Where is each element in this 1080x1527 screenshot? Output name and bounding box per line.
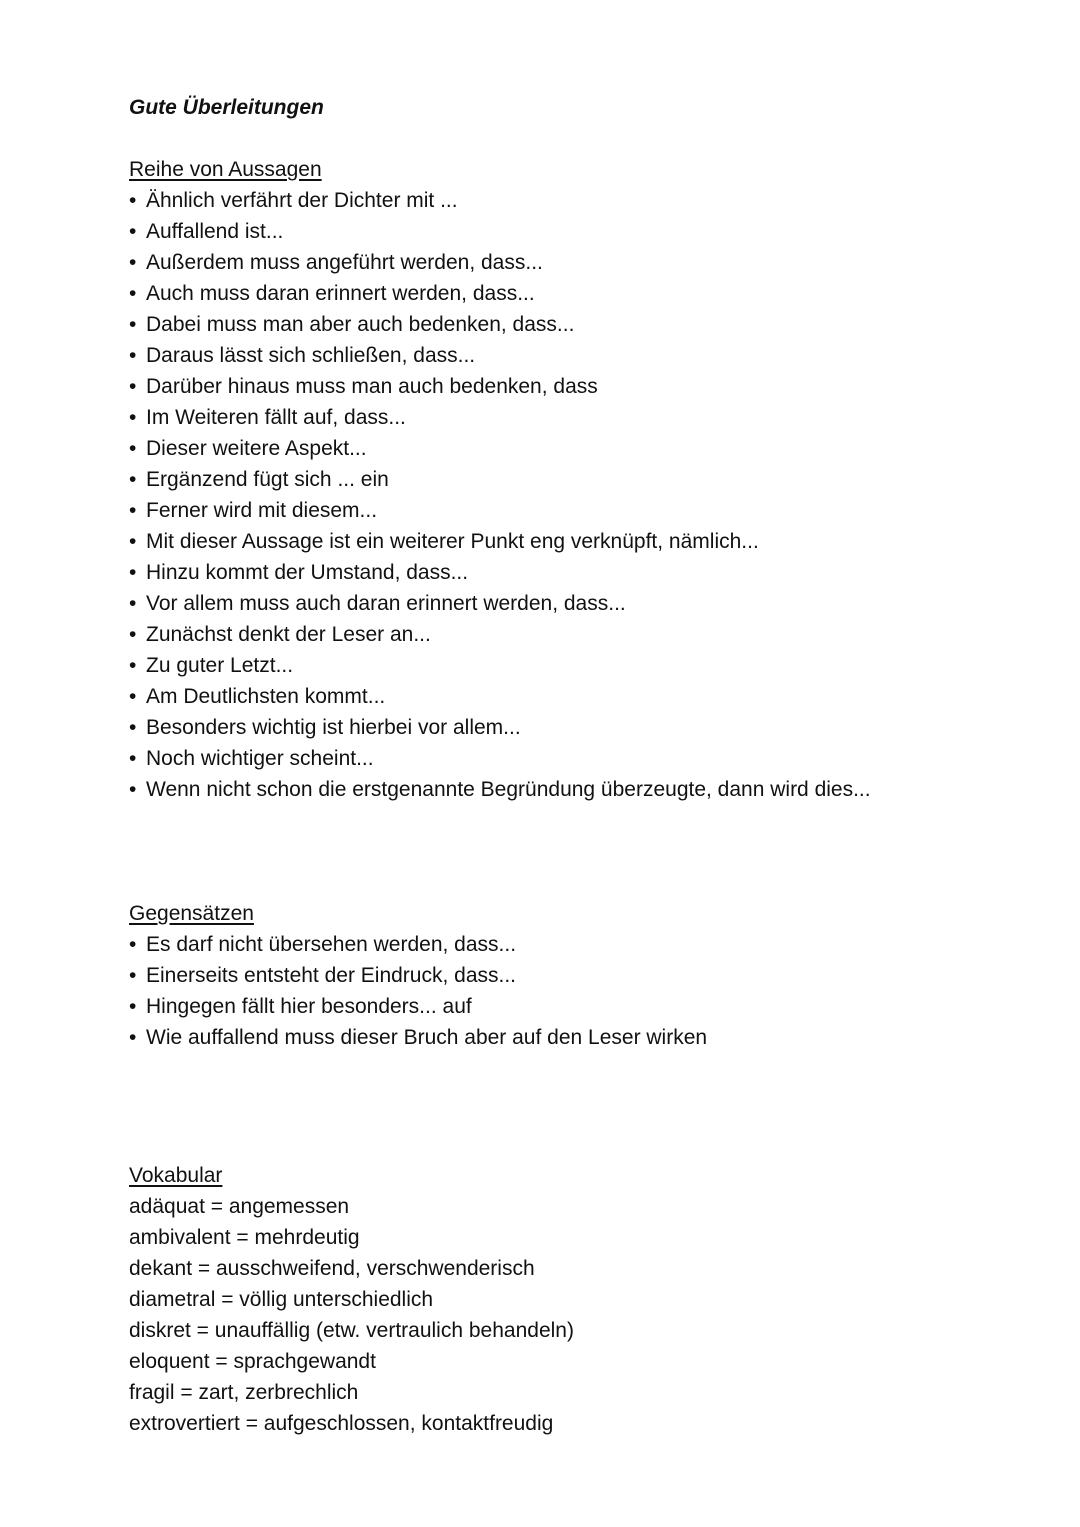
list-item bbox=[129, 309, 1029, 340]
bullet-icon: • bbox=[129, 933, 137, 956]
bullet-icon: • bbox=[129, 995, 137, 1018]
bullet-icon: • bbox=[129, 406, 137, 429]
bullet-icon: • bbox=[129, 437, 137, 460]
list-item bbox=[129, 495, 1029, 526]
bullet-icon: • bbox=[129, 375, 137, 398]
list-item-text: Darüber hinaus muss man auch bedenken, dass bbox=[146, 375, 598, 398]
bullet-icon: • bbox=[129, 189, 137, 212]
list-item-text: Einerseits entsteht der Eindruck, dass... bbox=[146, 964, 517, 987]
list-item bbox=[129, 247, 1029, 278]
list-item-text: Es darf nicht übersehen werden, dass... bbox=[146, 933, 517, 956]
bullet-icon: • bbox=[129, 282, 137, 305]
bullet-icon: • bbox=[129, 623, 137, 646]
vocab-entry: extrovertiert = aufgeschlossen, kontaktfreudig bbox=[129, 1412, 554, 1435]
bullet-icon: • bbox=[129, 313, 137, 336]
section-heading-reihe: Reihe von Aussagen bbox=[129, 158, 322, 181]
list-item-text: Ähnlich verfährt der Dichter mit ... bbox=[146, 189, 458, 212]
list-item bbox=[129, 588, 1029, 619]
list-item-text: Am Deutlichsten kommt... bbox=[146, 685, 386, 708]
list-item-text: Dabei muss man aber auch bedenken, dass... bbox=[146, 313, 575, 336]
vocab-entry: adäquat = angemessen bbox=[129, 1195, 350, 1218]
document-page bbox=[129, 92, 1029, 1439]
list-item-text: Noch wichtiger scheint... bbox=[146, 747, 374, 770]
spacer bbox=[129, 1053, 1029, 1160]
list-item-text: Auch muss daran erinnert werden, dass... bbox=[146, 282, 535, 305]
bullet-icon: • bbox=[129, 499, 137, 522]
list-item bbox=[129, 185, 1029, 216]
list-item bbox=[129, 774, 1029, 805]
section-heading-gegensaetze: Gegensätzen bbox=[129, 902, 254, 925]
vocab-entry: dekant = ausschweifend, verschwenderisch bbox=[129, 1257, 535, 1280]
list-item bbox=[129, 216, 1029, 247]
vocab-entry: eloquent = sprachgewandt bbox=[129, 1350, 376, 1373]
list-item bbox=[129, 278, 1029, 309]
list-item bbox=[129, 960, 1029, 991]
list-item bbox=[129, 712, 1029, 743]
bullet-icon: • bbox=[129, 716, 137, 739]
list-item bbox=[129, 1022, 1029, 1053]
bullet-icon: • bbox=[129, 530, 137, 553]
list-item-text: Daraus lässt sich schließen, dass... bbox=[146, 344, 476, 367]
list-item bbox=[129, 526, 1029, 557]
list-item-text: Ergänzend fügt sich ... ein bbox=[146, 468, 389, 491]
document-title: Gute Überleitungen bbox=[129, 96, 324, 119]
list-gegensaetze bbox=[129, 929, 1029, 1053]
list-item-text: Wenn nicht schon die erstgenannte Begründung überzeugte, dann wird dies... bbox=[146, 778, 871, 801]
bullet-icon: • bbox=[129, 592, 137, 615]
bullet-icon: • bbox=[129, 964, 137, 987]
list-item bbox=[129, 402, 1029, 433]
list-item bbox=[129, 929, 1029, 960]
list-item-text: Hingegen fällt hier besonders... auf bbox=[146, 995, 472, 1018]
vocab-entry: diskret = unauffällig (etw. vertraulich behandeln) bbox=[129, 1319, 574, 1342]
list-item-text: Zu guter Letzt... bbox=[146, 654, 294, 677]
bullet-icon: • bbox=[129, 1026, 137, 1049]
list-item-text: Besonders wichtig ist hierbei vor allem... bbox=[146, 716, 521, 739]
bullet-icon: • bbox=[129, 468, 137, 491]
bullet-icon: • bbox=[129, 251, 137, 274]
list-item bbox=[129, 681, 1029, 712]
bullet-icon: • bbox=[129, 561, 137, 584]
vocab-entry: ambivalent = mehrdeutig bbox=[129, 1226, 360, 1249]
section-heading-vokabular: Vokabular bbox=[129, 1164, 223, 1187]
list-item bbox=[129, 371, 1029, 402]
list-vokabular bbox=[129, 1191, 1029, 1439]
list-item-text: Mit dieser Aussage ist ein weiterer Punkt eng verknüpft, nämlich... bbox=[146, 530, 759, 553]
list-item bbox=[129, 557, 1029, 588]
list-item bbox=[129, 464, 1029, 495]
list-item-text: Zunächst denkt der Leser an... bbox=[146, 623, 431, 646]
bullet-icon: • bbox=[129, 654, 137, 677]
spacer bbox=[129, 805, 1029, 898]
bullet-icon: • bbox=[129, 685, 137, 708]
list-reihe-von-aussagen bbox=[129, 185, 1029, 805]
list-item bbox=[129, 650, 1029, 681]
list-item-text: Auffallend ist... bbox=[146, 220, 284, 243]
vocab-entry: diametral = völlig unterschiedlich bbox=[129, 1288, 434, 1311]
list-item bbox=[129, 991, 1029, 1022]
bullet-icon: • bbox=[129, 220, 137, 243]
list-item bbox=[129, 743, 1029, 774]
vocab-entry: fragil = zart, zerbrechlich bbox=[129, 1381, 359, 1404]
list-item bbox=[129, 433, 1029, 464]
bullet-icon: • bbox=[129, 344, 137, 367]
list-item-text: Ferner wird mit diesem... bbox=[146, 499, 378, 522]
bullet-icon: • bbox=[129, 747, 137, 770]
list-item-text: Dieser weitere Aspekt... bbox=[146, 437, 367, 460]
list-item-text: Wie auffallend muss dieser Bruch aber auf den Leser wirken bbox=[146, 1026, 708, 1049]
list-item bbox=[129, 619, 1029, 650]
list-item-text: Hinzu kommt der Umstand, dass... bbox=[146, 561, 469, 584]
list-item-text: Außerdem muss angeführt werden, dass... bbox=[146, 251, 543, 274]
bullet-icon: • bbox=[129, 778, 137, 801]
list-item-text: Im Weiteren fällt auf, dass... bbox=[146, 406, 406, 429]
list-item-text: Vor allem muss auch daran erinnert werden, dass... bbox=[146, 592, 626, 615]
list-item bbox=[129, 340, 1029, 371]
